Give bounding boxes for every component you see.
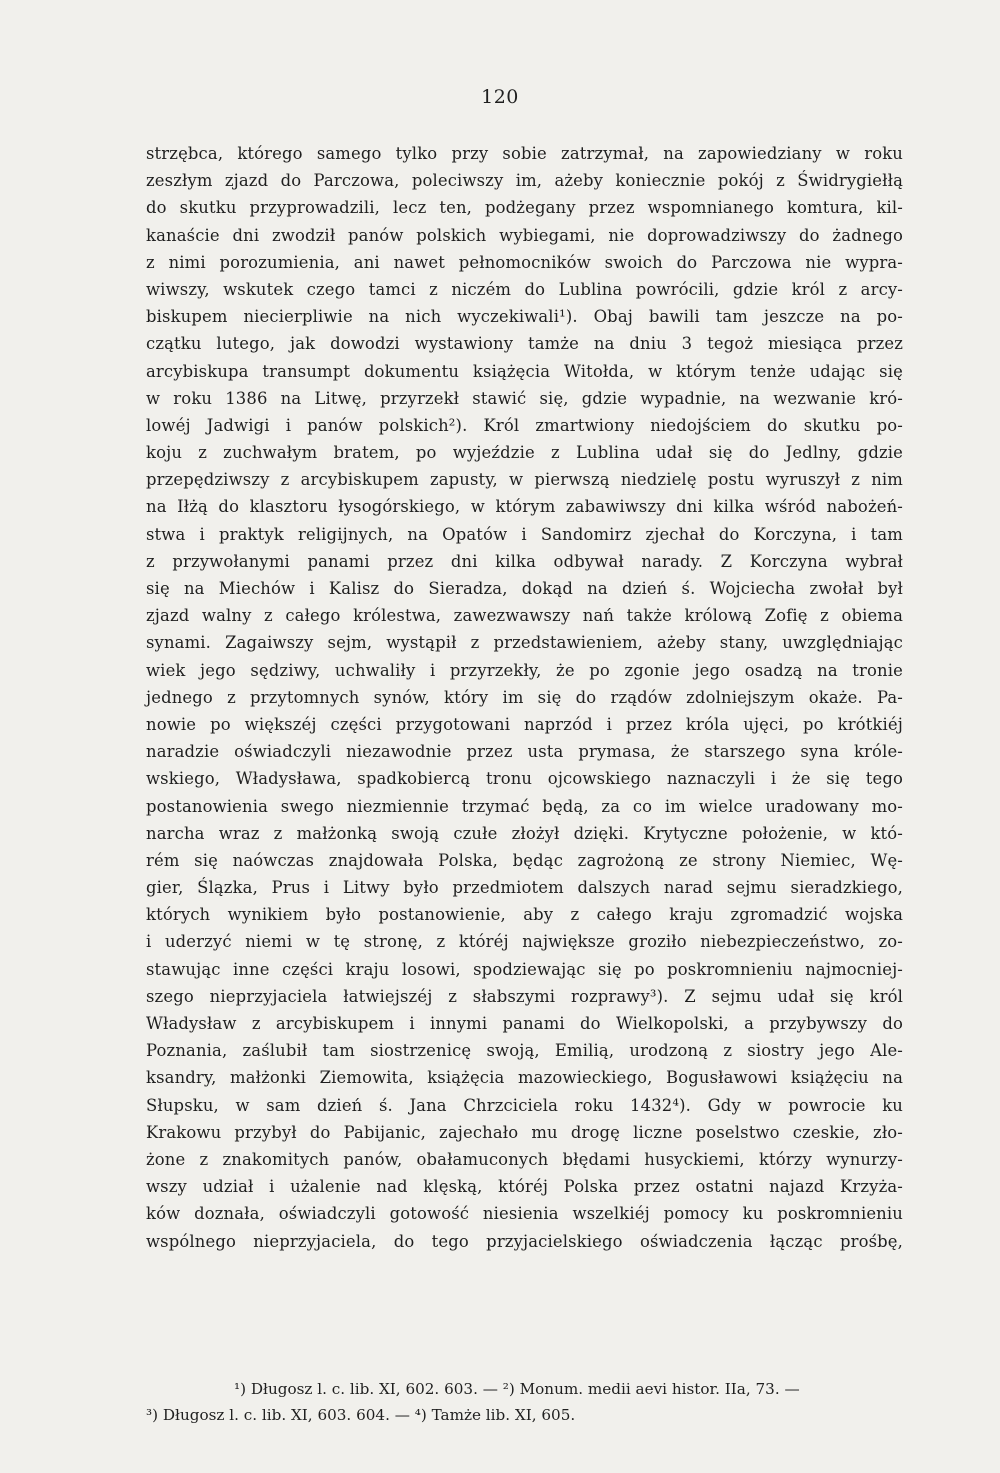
text-line-content: się na Miechów i Kalisz do Sieradza, dokąd na dzień ś. Wojciecha zwołał był — [146, 579, 903, 598]
text-line-content: czątku lutego, jak dowodzi wystawiony tamże na dniu 3 tegoż miesiąca przez — [146, 334, 903, 354]
text-line — [146, 1146, 903, 1173]
text-line — [146, 521, 903, 548]
text-line-content: zeszłym zjazd do Parczowa, poleciwszy im, ażeby koniecznie pokój z Świdrygiełłą — [146, 171, 903, 191]
footnotes — [146, 1376, 903, 1428]
text-line-content: jednego z przytomnych synów, który im się do rządów zdolniejszym okaże. Pa- — [146, 687, 903, 707]
text-line — [146, 684, 903, 711]
text-line-content: ksandry, małżonki Ziemowita, książęcia mazowieckiego, Bogusławowi książęciu na — [146, 1068, 903, 1088]
text-line — [146, 385, 903, 412]
text-line-content: do skutku przyprowadzili, lecz ten, podżegany przez wspomnianego komtura, kil- — [146, 198, 903, 218]
text-line — [146, 140, 903, 167]
text-line — [146, 466, 903, 493]
text-line — [146, 657, 903, 684]
text-line-content: z nimi porozumienia, ani nawet pełnomocników swoich do Parczowa nie wypra- — [146, 252, 903, 272]
text-line — [146, 901, 903, 928]
text-line — [146, 222, 903, 249]
text-line — [146, 983, 903, 1010]
text-line-content: zjazd walny z całego królestwa, zawezwawszy nań także królową Zofię z obiema — [146, 606, 903, 626]
text-line-content: postanowienia swego niezmiennie trzymać będą, za co im wielce uradowany mo- — [146, 796, 903, 816]
text-line-content: stawując inne części kraju losowi, spodziewając się po poskromnieniu najmocniej- — [146, 959, 903, 979]
text-line — [146, 249, 903, 276]
text-line — [146, 439, 903, 466]
text-line-content: gier, Ślązka, Prus i Litwy było przedmiotem dalszych narad sejmu sieradzkiego, — [146, 878, 903, 898]
text-line-content: koju z zuchwałym bratem, po wyjeździe z Lublina udał się do Jedlny, gdzie — [146, 443, 903, 463]
text-line — [146, 548, 903, 575]
text-line-content: synami. Zagaiwszy sejm, wystąpił z przedstawieniem, ażeby stany, uwzględniając — [146, 633, 903, 653]
text-line — [146, 303, 903, 330]
text-line — [146, 874, 903, 901]
text-line — [146, 493, 903, 520]
text-line-content: strzębca, którego samego tylko przy sobie zatrzymał, na zapowiedziany w roku — [146, 144, 903, 163]
text-line — [146, 1092, 903, 1119]
text-line — [146, 956, 903, 983]
text-line — [146, 167, 903, 194]
text-line-content: nowie po większéj części przygotowani naprzód i przez króla ujęci, po krótkiéj — [146, 714, 903, 734]
footnote-text: ³) Długosz l. c. lib. XI, 603. 604. — ⁴) Tamże lib. XI, 605. — [146, 1406, 576, 1424]
text-line-content: i uderzyć niemi w tę stronę, z któréj największe groziło niebezpieczeństwo, zo- — [146, 932, 903, 952]
text-line-content: żone z znakomitych panów, obałamuconych błędami husyckiemi, którzy wynurzy- — [146, 1149, 903, 1169]
text-line — [146, 711, 903, 738]
text-line-content: rém się naówczas znajdowała Polska, będąc zagrożoną ze strony Niemiec, Wę- — [146, 850, 903, 870]
text-line-content: szego nieprzyjaciela łatwiejszéj z słabszymi rozprawy³). Z sejmu udał się król — [146, 986, 903, 1006]
text-line — [146, 1010, 903, 1037]
text-line-content: wiek jego sędziwy, uchwaliły i przyrzekły, że po zgonie jego osadzą na tronie — [146, 660, 903, 680]
text-line — [146, 847, 903, 874]
text-line-content: stwa i praktyk religijnych, na Opatów i Sandomirz zjechał do Korczyna, i tam — [146, 524, 903, 544]
text-line — [146, 1119, 903, 1146]
text-line — [146, 412, 903, 439]
text-line-content: Poznania, zaślubił tam siostrzenicę swoją, Emilią, urodzoną z siostry jego Ale- — [146, 1041, 903, 1061]
text-line-content: wiwszy, wskutek czego tamci z niczém do Lublina powrócili, gdzie król z arcy- — [146, 279, 903, 299]
text-line-content: których wynikiem było postanowienie, aby z całego kraju zgromadzić wojska — [146, 905, 903, 925]
text-line — [146, 1037, 903, 1064]
text-line — [146, 575, 903, 602]
text-line — [146, 1064, 903, 1091]
text-line-content: na Iłżą do klasztoru łysogórskiego, w którym zabawiwszy dni kilka wśród nabożeń- — [146, 497, 903, 517]
text-line — [146, 276, 903, 303]
text-line-content: biskupem niecierpliwie na nich wyczekiwali¹). Obaj bawili tam jeszcze na po- — [146, 307, 903, 327]
text-line — [146, 1200, 903, 1227]
text-line — [146, 820, 903, 847]
text-line-content: z przywołanymi panami przez dni kilka odbywał narady. Z Korczyna wybrał — [146, 551, 903, 571]
text-line-content: Władysław z arcybiskupem i innymi panami do Wielkopolski, a przybywszy do — [146, 1014, 903, 1033]
text-line-content: Krakowu przybył do Pabijanic, zajechało mu drogę liczne poselstwo czeskie, zło- — [146, 1122, 903, 1142]
text-line — [146, 629, 903, 656]
text-line — [146, 1173, 903, 1200]
text-line — [146, 1228, 903, 1255]
text-line-content: przepędziwszy z arcybiskupem zapusty, w pierwszą niedzielę postu wyruszył z nim — [146, 470, 903, 490]
footnote-line — [146, 1376, 903, 1402]
text-line — [146, 602, 903, 629]
text-line-content: wskiego, Władysława, spadkobiercą tronu ojcowskiego naznaczyli i że się tego — [146, 769, 903, 789]
text-line — [146, 330, 903, 357]
text-line — [146, 194, 903, 221]
text-line-content: w roku 1386 na Litwę, przyrzekł stawić się, gdzie wypadnie, na wezwanie kró- — [146, 388, 903, 408]
footnote-line — [146, 1402, 903, 1428]
text-line — [146, 793, 903, 820]
text-line — [146, 738, 903, 765]
text-line — [146, 358, 903, 385]
text-line — [146, 928, 903, 955]
text-line-content: naradzie oświadczyli niezawodnie przez usta prymasa, że starszego syna króle- — [146, 742, 903, 762]
text-line-content: ków doznała, oświadczyli gotowość niesienia wszelkiéj pomocy ku poskromnieniu — [146, 1204, 903, 1224]
text-line-content: arcybiskupa transumpt dokumentu książęcia Witołda, w którym tenże udając się — [146, 361, 903, 381]
text-line-content: kanaście dni zwodził panów polskich wybiegami, nie doprowadziwszy do żadnego — [146, 225, 903, 245]
body-text — [146, 140, 903, 1255]
text-line-content: wspólnego nieprzyjaciela, do tego przyjacielskiego oświadczenia łącząc prośbę, — [146, 1231, 903, 1251]
text-line — [146, 765, 903, 792]
text-line-content: Słupsku, w sam dzień ś. Jana Chrzciciela roku 1432⁴). Gdy w powrocie ku — [146, 1095, 903, 1115]
page-number: 120 — [481, 86, 519, 108]
text-line-content: wszy udział i użalenie nad klęską, któréj Polska przez ostatni najazd Krzyża- — [146, 1177, 903, 1197]
footnote-text: ¹) Długosz l. c. lib. XI, 602. 603. — ²) Monum. medii aevi histor. IIa, 73. — — [234, 1380, 800, 1398]
text-line-content: lowéj Jadwigi i panów polskich²). Król zmartwiony niedojściem do skutku po- — [146, 415, 903, 435]
text-line-content: narcha wraz z małżonką swoją czułe złożył dzięki. Krytyczne położenie, w któ- — [146, 823, 903, 843]
